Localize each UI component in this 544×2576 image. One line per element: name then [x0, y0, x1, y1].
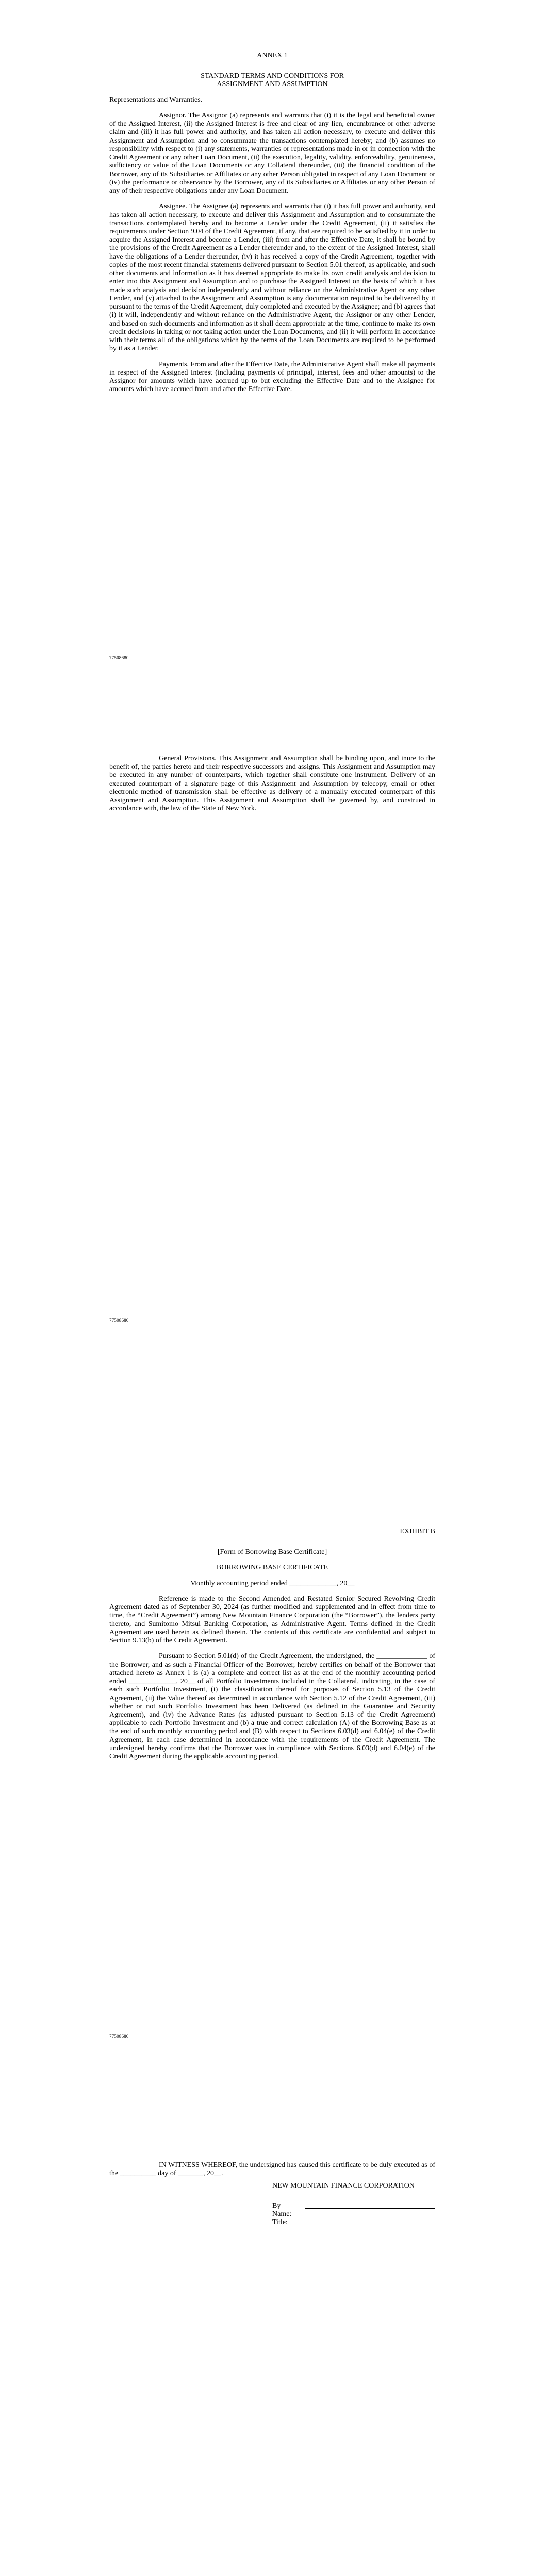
annex-label: ANNEX 1: [257, 52, 288, 59]
exhibit-page-1: [0, 1406, 544, 2110]
signature-title-row: [272, 2218, 435, 2227]
company-name: NEW MOUNTAIN FINANCE CORPORATION: [272, 2182, 415, 2190]
assignor-heading: Assignor: [159, 111, 185, 120]
assignor-paragraph: [109, 112, 435, 195]
exhibit-certification-paragraph: Pursuant to Section 5.01(d) of the Credit Agreement, the undersigned, the ______________ of the Borrower, and as such a Financial Officer of the Borrower, hereby certifies on behalf of the Borrower that attached hereto as Annex 1 is (a) a complete and correct list as at the end of the monthly accounting period ended _____________, 20__ of all Portfolio Investments included in the Collateral, indicating, in the case of each such Portfolio Investment, (i) the classification thereof for purposes of Section 5.13 of the Credit Agreement, (ii) the Value thereof as determined in accordance with Section 5.12 of the Credit Agreement, (iii) whether or not such Portfolio Investment has been Delivered (as defined in the Guarantee and Security Agreement), and (iv) the Advance Rates (as adjusted pursuant to Section 5.13 of the Credit Agreement) applicable to each Portfolio Investment and (b) a true and correct calculation (A) of the Borrowing Base as at the end of such monthly accounting period and (B) with respect to Sections 6.03(d) and 6.04(e) of the Credit Agreement, in each case determined in accordance with the requirements of the Credit Agreement. The undersigned hereby confirms that the Borrower was in compliance with Sections 6.03(d) and 6.04(e) of the Credit Agreement during the applicable accounting period.: [109, 1652, 435, 1761]
reference-text-post: ”), the lenders party thereto, and Sumitomo Mitsui Banking Corporation, as Administrative Agent. Terms defined in the Credit Agreement are used herein as defined therein. The contents of this certificate are confidential and subject to Section 9.13(b) of the Credit Agreement.: [109, 1612, 435, 1645]
payments-heading: Payments: [159, 360, 187, 368]
exhibit-title: BORROWING BASE CERTIFICATE: [216, 1564, 328, 1572]
assignee-heading: Assignee: [159, 202, 186, 211]
signature-block: [272, 2182, 435, 2227]
payments-paragraph: [109, 361, 435, 394]
name-label: Name:: [272, 2210, 292, 2218]
payments-text: . From and after the Effective Date, the Administrative Agent shall make all payments in respect of the Assigned Interest (including payments of principal, interest, fees and other amounts) to the Assignor for amounts which have accrued up to but excluding the Effective Date and to the Assignee for amounts which have accrued from and after the Effective Date.: [109, 360, 435, 394]
general-provisions-text: . This Assignment and Assumption shall be binding upon, and inure to the benefit of, the parties hereto and their respective successors and assigns. This Assignment and Assumption may be executed in any number of counterparts, which together shall constitute one instrument. Delivery of an executed counterpart of a signature page of this Assignment and Assumption by telecopy, email or other electronic method of transmission shall be effective as delivery of a manually executed counterpart of this Assignment and Assumption. This Assignment and Assumption shall be governed by, and construed in accordance with, the law of the State of New York.: [109, 755, 436, 813]
assignee-paragraph: [109, 202, 435, 353]
assignor-text: . The Assignor (a) represents and warrants that (i) it is the legal and beneficial owner of the Assigned Interest, (ii) the Assigned Interest is free and clear of any lien, encumbrance or other adverse claim and (iii) it has full power and authority, and has taken all action necessary, to execute and deliver this Assignment and Assumption and to consummate the transactions contemplated hereby; and (b) assumes no responsibility with respect to (i) any statements, warranties or representations made in or in connection with the Credit Agreement or any other Loan Document, (ii) the execution, legality, validity, enforceability, genuineness, sufficiency or value of the Loan Documents or any Collateral thereunder, (iii) the financial condition of the Borrower, any of its Subsidiaries or Affiliates or any other Person obligated in respect of any Loan Document or (iv) the performance or observance by the Borrower, any of its Subsidiaries or Affiliates or any other Person of any of their respective obligations under any Loan Document.: [109, 111, 435, 195]
reference-text-pre: Reference is made to the Second Amended and Restated Senior Secured Revolving Credit Agreement dated as of September 30, 2024 (as further modified and supplemented and in effect from time to time, the “: [109, 1595, 435, 1620]
general-provisions-paragraph: [109, 755, 435, 814]
exhibit-reference-paragraph: [109, 1595, 435, 1645]
credit-agreement-term: Credit Agreement: [140, 1612, 193, 1620]
by-label: By: [272, 2201, 281, 2210]
annex-page-1: [0, 0, 544, 703]
signature-line[interactable]: [305, 2202, 435, 2209]
exhibit-label: EXHIBIT B: [400, 1528, 435, 1535]
exhibit-form-title: [Form of Borrowing Base Certificate]: [217, 1548, 327, 1556]
borrower-term: Borrower: [348, 1612, 376, 1620]
representations-heading: Representations and Warranties.: [109, 96, 203, 104]
section-heading-representations: [109, 96, 435, 105]
exhibit-page-2: [0, 2110, 544, 2576]
annex-page-2: [0, 703, 544, 1406]
signature-by-row: [272, 2202, 435, 2210]
signature-name-row: [272, 2210, 435, 2218]
reference-text-mid: ”) among New Mountain Finance Corporation (the “: [192, 1612, 349, 1620]
annex-title-line1: STANDARD TERMS AND CONDITIONS FOR: [201, 72, 344, 80]
page-footer-doc-id: 77508680: [109, 1318, 129, 1323]
exhibit-period-line: Monthly accounting period ended _____________, 20__: [190, 1579, 355, 1587]
general-provisions-heading: General Provisions: [159, 755, 215, 762]
page-footer-doc-id: 77508680: [109, 2033, 129, 2039]
annex-title-line2: ASSIGNMENT AND ASSUMPTION: [217, 80, 328, 89]
page-footer-doc-id: 77508680: [109, 655, 129, 660]
assignee-text: . The Assignee (a) represents and warrants that (i) it has full power and authority, and has taken all action necessary, to execute and deliver this Assignment and Assumption and to consummate the transactions contemplated hereby and to become a Lender under the Credit Agreement, (ii) it satisfies the requirements under Section 9.04 of the Credit Agreement, if any, that are required to be satisfied by it in order to acquire the Assigned Interest and become a Lender, (iii) from and after the Effective Date, it shall be bound by the provisions of the Credit Agreement as a Lender thereunder and, to the extent of the Assigned Interest, shall have the obligations of a Lender thereunder, (iv) it has received a copy of the Credit Agreement, together with copies of the most recent financial statements delivered pursuant to Section 5.01 thereof, as applicable, and such other documents and information as it has deemed appropriate to make its own credit analysis and decision to enter into this Assignment and Assumption and to purchase the Assigned Interest on the basis of which it has made such analysis and decision independently and without reliance on the Administrative Agent or any other Lender, and (v) attached to the Assignment and Assumption is any documentation required to be delivered by it pursuant to the terms of the Credit Agreement, duly completed and executed by the Assignee; and (b) agrees that (i) it will, independently and without reliance on the Administrative Agent, the Assignor or any other Lender, and based on such documents and information as it shall deem appropriate at the time, continue to make its own credit decisions in taking or not taking action under the Loan Documents, and (ii) it will perform in accordance with their terms all of the obligations which by the terms of the Loan Documents are required to be performed by it as a Lender.: [109, 202, 435, 353]
title-label: Title:: [272, 2218, 288, 2227]
witness-paragraph: IN WITNESS WHEREOF, the undersigned has caused this certificate to be duly executed as of the __________ day of _______, 20__.: [109, 2161, 435, 2178]
